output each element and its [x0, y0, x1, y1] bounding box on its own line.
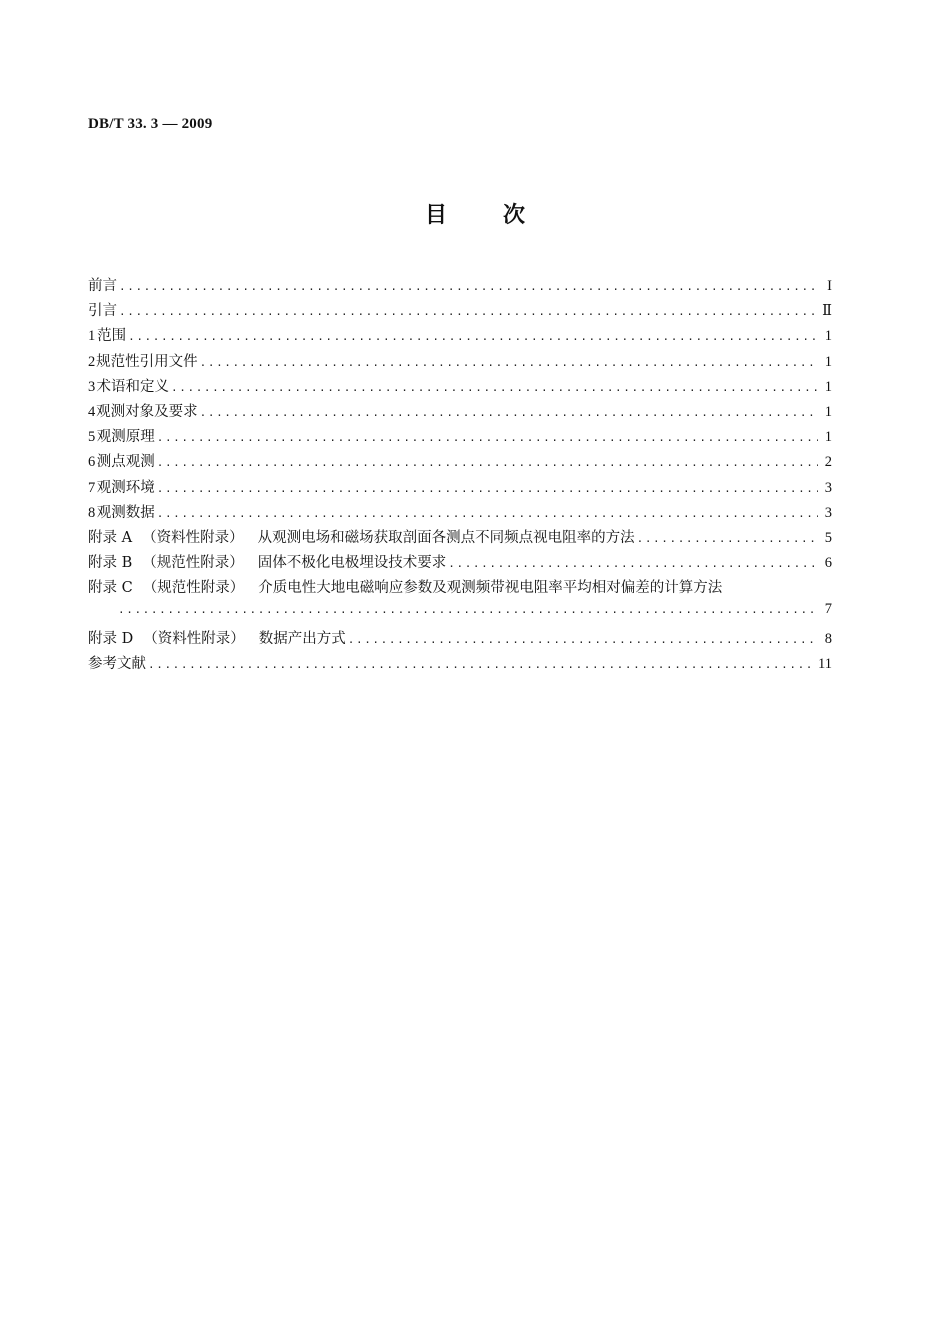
toc-entry-section-6[interactable]: [88, 450, 832, 475]
dot-leader: [157, 431, 818, 444]
appendix-type: （规范性附录）: [142, 555, 244, 572]
dot-leader: [148, 658, 814, 671]
toc-entry-section-1[interactable]: [88, 324, 832, 349]
toc-entry-label: 引言: [88, 303, 117, 320]
toc-entry-page: 1: [824, 378, 832, 395]
section-number: 3: [88, 378, 96, 395]
toc-entry-section-4[interactable]: [88, 400, 832, 425]
toc-entry-page: 2: [824, 454, 832, 471]
dot-leader: [448, 557, 818, 570]
toc-entry-label: 数据产出方式: [258, 630, 346, 647]
dot-leader: [200, 406, 818, 419]
toc-entry-page: 1: [824, 429, 832, 446]
toc-entry-page: Ⅱ: [822, 303, 832, 320]
toc-entry-appendix-c-continuation[interactable]: [88, 601, 832, 626]
toc-entry-label: 规范性引用文件: [96, 353, 198, 370]
dot-leader: [348, 633, 818, 646]
appendix-tag: 附录 A: [88, 529, 133, 546]
toc-entry-appendix-c[interactable]: [88, 576, 832, 601]
toc-entry-introduction[interactable]: [88, 299, 832, 324]
toc-entry-label: 前言: [88, 278, 117, 294]
dot-leader: [157, 456, 818, 469]
toc-entry-label: 从观测电场和磁场获取剖面各测点不同频点视电阻率的方法: [257, 529, 635, 546]
dot-leader: [171, 381, 818, 394]
section-number: 7: [88, 479, 96, 496]
toc-entry-label: 观测对象及要求: [96, 403, 198, 420]
toc-entry-label: 观测数据: [96, 504, 155, 521]
toc-entry-page: 11: [818, 655, 832, 672]
toc-entry-page: 8: [824, 630, 832, 647]
toc-entry-section-5[interactable]: [88, 425, 832, 450]
section-number: 1: [88, 328, 96, 345]
toc-entry-label: 固体不极化电极埋设技术要求: [257, 555, 447, 572]
section-number: 6: [88, 454, 96, 471]
toc-entry-page: 3: [824, 479, 832, 496]
dot-leader: [119, 305, 818, 318]
toc-entry-page: 1: [824, 403, 832, 420]
toc-entry-page: 1: [824, 328, 832, 345]
document-code: DB/T 33. 3 — 2009: [88, 116, 213, 132]
toc-entry-section-7[interactable]: [88, 476, 832, 501]
toc-entry-appendix-b[interactable]: [88, 551, 832, 576]
toc-entry-label: 参考文献: [88, 655, 146, 672]
toc-entry-section-3[interactable]: [88, 375, 832, 400]
toc-entry-label: 范围: [97, 328, 127, 345]
dot-leader: [118, 603, 818, 616]
toc-entry-appendix-a[interactable]: [88, 526, 832, 551]
toc-entry-page: I: [827, 278, 832, 294]
appendix-tag: 附录 D: [88, 630, 134, 647]
dot-leader: [200, 356, 818, 369]
toc-entry-references[interactable]: [88, 652, 832, 677]
dot-leader: [157, 507, 818, 520]
toc-entry-page: 3: [824, 504, 832, 521]
appendix-type: （规范性附录）: [142, 580, 245, 597]
toc-entry-label: 观测原理: [96, 429, 155, 446]
toc-entry-label: 测点观测: [96, 454, 155, 471]
toc-entry-appendix-d[interactable]: [88, 627, 832, 652]
section-number: 5: [88, 429, 96, 446]
dot-leader: [128, 330, 818, 343]
toc-entry-section-8[interactable]: [88, 501, 832, 526]
section-number: 8: [88, 504, 96, 521]
appendix-tag: 附录 B: [88, 555, 133, 572]
toc-entry-page: 1: [824, 353, 832, 370]
toc-entry-label: 术语和定义: [96, 378, 170, 395]
appendix-type: （资料性附录）: [143, 630, 245, 647]
appendix-tag: 附录 C: [88, 580, 133, 597]
toc-entry-label: 观测环境: [96, 479, 155, 496]
section-number: 2: [88, 353, 96, 370]
dot-leader: [157, 482, 818, 495]
appendix-type: （资料性附录）: [142, 529, 244, 546]
toc-entry-page: 7: [824, 601, 832, 618]
toc-entry-label: 介质电性大地电磁响应参数及观测频带视电阻率平均相对偏差的计算方法: [258, 580, 723, 597]
toc-entry-section-2[interactable]: [88, 350, 832, 375]
dot-leader: [119, 280, 818, 293]
toc-title-char-1: 目: [424, 203, 447, 228]
toc-title: [0, 198, 950, 229]
toc-title-char-2: 次: [503, 203, 526, 228]
toc-entry-preface[interactable]: [88, 274, 832, 299]
dot-leader: [637, 532, 818, 545]
toc-entry-page: 6: [824, 555, 832, 572]
section-number: 4: [88, 403, 96, 420]
table-of-contents: [88, 274, 832, 677]
toc-entry-page: 5: [824, 529, 832, 546]
